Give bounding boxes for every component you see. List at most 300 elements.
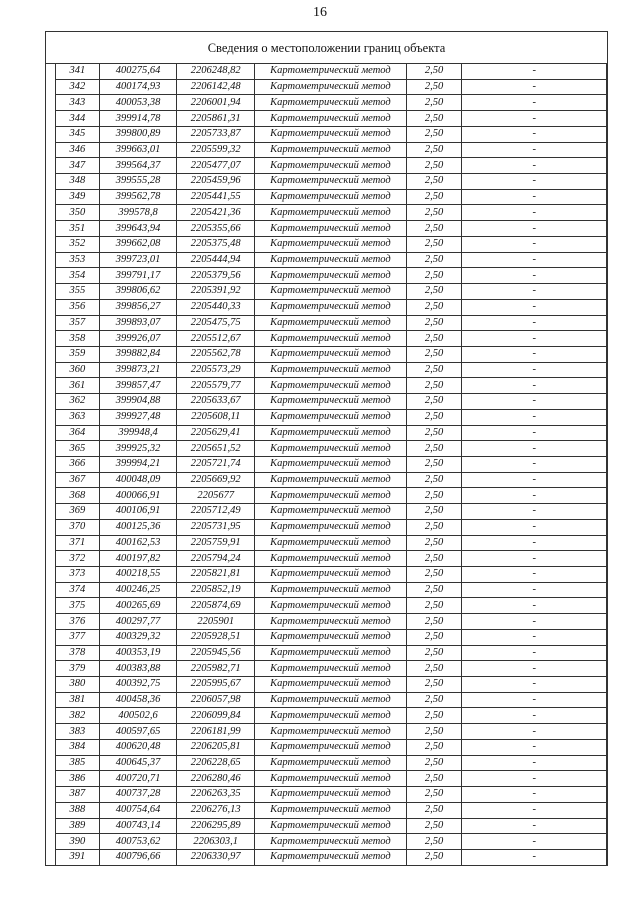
accuracy-cell: 2,50	[406, 456, 462, 472]
x-coordinate-cell: 400597,65	[99, 724, 177, 740]
point-number-cell: 345	[56, 126, 100, 142]
table-row	[56, 629, 607, 645]
y-coordinate-cell: 2205821,81	[177, 567, 255, 583]
table-row	[56, 567, 607, 583]
point-number-cell: 356	[56, 299, 100, 315]
method-cell: Картометрический метод	[255, 771, 407, 787]
table-row	[56, 252, 607, 268]
y-coordinate-cell: 2205608,11	[177, 409, 255, 425]
table-row	[56, 598, 607, 614]
point-number-cell: 365	[56, 441, 100, 457]
accuracy-cell: 2,50	[406, 331, 462, 347]
description-cell: -	[462, 362, 607, 378]
method-cell: Картометрический метод	[255, 834, 407, 850]
table-row	[56, 284, 607, 300]
table-row	[56, 111, 607, 127]
point-number-cell: 370	[56, 519, 100, 535]
table-row	[56, 425, 607, 441]
point-number-cell: 371	[56, 535, 100, 551]
x-coordinate-cell: 399555,28	[99, 174, 177, 190]
table-row	[56, 378, 607, 394]
table-row	[56, 849, 607, 865]
point-number-cell: 341	[56, 64, 100, 79]
method-cell: Картометрический метод	[255, 252, 407, 268]
description-cell: -	[462, 535, 607, 551]
table-row	[56, 64, 607, 79]
y-coordinate-cell: 2206142,48	[177, 79, 255, 95]
point-number-cell: 352	[56, 236, 100, 252]
table-row	[56, 362, 607, 378]
method-cell: Картометрический метод	[255, 126, 407, 142]
accuracy-cell: 2,50	[406, 661, 462, 677]
point-number-cell: 348	[56, 174, 100, 190]
y-coordinate-cell: 2206205,81	[177, 739, 255, 755]
table-row	[56, 331, 607, 347]
table-row	[56, 205, 607, 221]
method-cell: Картометрический метод	[255, 787, 407, 803]
point-number-cell: 358	[56, 331, 100, 347]
method-cell: Картометрический метод	[255, 79, 407, 95]
table-row	[56, 299, 607, 315]
description-cell: -	[462, 504, 607, 520]
point-number-cell: 375	[56, 598, 100, 614]
description-cell: -	[462, 519, 607, 535]
y-coordinate-cell: 2206276,13	[177, 802, 255, 818]
x-coordinate-cell: 399994,21	[99, 456, 177, 472]
accuracy-cell: 2,50	[406, 174, 462, 190]
y-coordinate-cell: 2205355,66	[177, 221, 255, 237]
table-row	[56, 504, 607, 520]
accuracy-cell: 2,50	[406, 504, 462, 520]
method-cell: Картометрический метод	[255, 268, 407, 284]
y-coordinate-cell: 2206280,46	[177, 771, 255, 787]
method-cell: Картометрический метод	[255, 818, 407, 834]
method-cell: Картометрический метод	[255, 724, 407, 740]
accuracy-cell: 2,50	[406, 629, 462, 645]
table-row	[56, 645, 607, 661]
method-cell: Картометрический метод	[255, 551, 407, 567]
point-number-cell: 360	[56, 362, 100, 378]
x-coordinate-cell: 400106,91	[99, 504, 177, 520]
table-row	[56, 268, 607, 284]
y-coordinate-cell: 2205928,51	[177, 629, 255, 645]
y-coordinate-cell: 2205721,74	[177, 456, 255, 472]
x-coordinate-cell: 399562,78	[99, 189, 177, 205]
description-cell: -	[462, 315, 607, 331]
table-row	[56, 535, 607, 551]
method-cell: Картометрический метод	[255, 739, 407, 755]
y-coordinate-cell: 2206001,94	[177, 95, 255, 111]
accuracy-cell: 2,50	[406, 268, 462, 284]
method-cell: Картометрический метод	[255, 409, 407, 425]
description-cell: -	[462, 189, 607, 205]
accuracy-cell: 2,50	[406, 64, 462, 79]
point-number-cell: 389	[56, 818, 100, 834]
accuracy-cell: 2,50	[406, 771, 462, 787]
y-coordinate-cell: 2205444,94	[177, 252, 255, 268]
point-number-cell: 373	[56, 567, 100, 583]
x-coordinate-cell: 400048,09	[99, 472, 177, 488]
table-row	[56, 394, 607, 410]
y-coordinate-cell: 2205441,55	[177, 189, 255, 205]
accuracy-cell: 2,50	[406, 189, 462, 205]
method-cell: Картометрический метод	[255, 189, 407, 205]
table-row	[56, 456, 607, 472]
y-coordinate-cell: 2205421,36	[177, 205, 255, 221]
method-cell: Картометрический метод	[255, 629, 407, 645]
x-coordinate-cell: 399925,32	[99, 441, 177, 457]
x-coordinate-cell: 399882,84	[99, 346, 177, 362]
description-cell: -	[462, 739, 607, 755]
y-coordinate-cell: 2205379,56	[177, 268, 255, 284]
point-number-cell: 382	[56, 708, 100, 724]
method-cell: Картометрический метод	[255, 645, 407, 661]
accuracy-cell: 2,50	[406, 378, 462, 394]
point-number-cell: 374	[56, 582, 100, 598]
x-coordinate-cell: 399926,07	[99, 331, 177, 347]
table-row	[56, 755, 607, 771]
table-row	[56, 519, 607, 535]
point-number-cell: 388	[56, 802, 100, 818]
description-cell: -	[462, 425, 607, 441]
point-number-cell: 357	[56, 315, 100, 331]
accuracy-cell: 2,50	[406, 362, 462, 378]
x-coordinate-cell: 400174,93	[99, 79, 177, 95]
description-cell: -	[462, 378, 607, 394]
x-coordinate-cell: 399857,47	[99, 378, 177, 394]
method-cell: Картометрический метод	[255, 567, 407, 583]
accuracy-cell: 2,50	[406, 346, 462, 362]
x-coordinate-cell: 399791,17	[99, 268, 177, 284]
description-cell: -	[462, 64, 607, 79]
method-cell: Картометрический метод	[255, 692, 407, 708]
method-cell: Картометрический метод	[255, 441, 407, 457]
y-coordinate-cell: 2205599,32	[177, 142, 255, 158]
x-coordinate-cell: 399806,62	[99, 284, 177, 300]
description-cell: -	[462, 692, 607, 708]
point-number-cell: 366	[56, 456, 100, 472]
method-cell: Картометрический метод	[255, 221, 407, 237]
point-number-cell: 362	[56, 394, 100, 410]
accuracy-cell: 2,50	[406, 472, 462, 488]
x-coordinate-cell: 399904,88	[99, 394, 177, 410]
y-coordinate-cell: 2205477,07	[177, 158, 255, 174]
table-row	[56, 158, 607, 174]
method-cell: Картометрический метод	[255, 299, 407, 315]
table-row	[56, 739, 607, 755]
description-cell: -	[462, 771, 607, 787]
accuracy-cell: 2,50	[406, 142, 462, 158]
x-coordinate-cell: 400645,37	[99, 755, 177, 771]
x-coordinate-cell: 399856,27	[99, 299, 177, 315]
accuracy-cell: 2,50	[406, 598, 462, 614]
description-cell: -	[462, 252, 607, 268]
point-number-cell: 347	[56, 158, 100, 174]
method-cell: Картометрический метод	[255, 315, 407, 331]
accuracy-cell: 2,50	[406, 79, 462, 95]
y-coordinate-cell: 2206263,35	[177, 787, 255, 803]
table-row	[56, 236, 607, 252]
accuracy-cell: 2,50	[406, 394, 462, 410]
table-row	[56, 818, 607, 834]
x-coordinate-cell: 400197,82	[99, 551, 177, 567]
y-coordinate-cell: 2205651,52	[177, 441, 255, 457]
point-number-cell: 363	[56, 409, 100, 425]
method-cell: Картометрический метод	[255, 331, 407, 347]
y-coordinate-cell: 2205633,67	[177, 394, 255, 410]
method-cell: Картометрический метод	[255, 614, 407, 630]
description-cell: -	[462, 787, 607, 803]
method-cell: Картометрический метод	[255, 598, 407, 614]
y-coordinate-cell: 2206099,84	[177, 708, 255, 724]
description-cell: -	[462, 456, 607, 472]
point-number-cell: 385	[56, 755, 100, 771]
point-number-cell: 353	[56, 252, 100, 268]
x-coordinate-cell: 400246,25	[99, 582, 177, 598]
accuracy-cell: 2,50	[406, 158, 462, 174]
point-number-cell: 379	[56, 661, 100, 677]
method-cell: Картометрический метод	[255, 456, 407, 472]
accuracy-cell: 2,50	[406, 787, 462, 803]
x-coordinate-cell: 399893,07	[99, 315, 177, 331]
x-coordinate-cell: 400053,38	[99, 95, 177, 111]
x-coordinate-cell: 400383,88	[99, 661, 177, 677]
x-coordinate-cell: 400066,91	[99, 488, 177, 504]
y-coordinate-cell: 2205945,56	[177, 645, 255, 661]
accuracy-cell: 2,50	[406, 409, 462, 425]
table-row	[56, 771, 607, 787]
table-row	[56, 142, 607, 158]
y-coordinate-cell: 2205901	[177, 614, 255, 630]
y-coordinate-cell: 2205995,67	[177, 677, 255, 693]
description-cell: -	[462, 834, 607, 850]
table-row	[56, 708, 607, 724]
x-coordinate-cell: 399800,89	[99, 126, 177, 142]
x-coordinate-cell: 399662,08	[99, 236, 177, 252]
x-coordinate-cell: 400162,53	[99, 535, 177, 551]
page-number: 16	[313, 5, 327, 20]
method-cell: Картометрический метод	[255, 802, 407, 818]
accuracy-cell: 2,50	[406, 614, 462, 630]
accuracy-cell: 2,50	[406, 677, 462, 693]
description-cell: -	[462, 142, 607, 158]
table-row	[56, 582, 607, 598]
x-coordinate-cell: 400458,36	[99, 692, 177, 708]
description-cell: -	[462, 205, 607, 221]
accuracy-cell: 2,50	[406, 299, 462, 315]
description-cell: -	[462, 551, 607, 567]
y-coordinate-cell: 2206330,97	[177, 849, 255, 865]
point-number-cell: 344	[56, 111, 100, 127]
x-coordinate-cell: 400620,48	[99, 739, 177, 755]
description-cell: -	[462, 174, 607, 190]
table-row	[56, 189, 607, 205]
y-coordinate-cell: 2205712,49	[177, 504, 255, 520]
y-coordinate-cell: 2205669,92	[177, 472, 255, 488]
accuracy-cell: 2,50	[406, 802, 462, 818]
accuracy-cell: 2,50	[406, 488, 462, 504]
x-coordinate-cell: 399723,01	[99, 252, 177, 268]
description-cell: -	[462, 95, 607, 111]
description-cell: -	[462, 158, 607, 174]
y-coordinate-cell: 2205391,92	[177, 284, 255, 300]
method-cell: Картометрический метод	[255, 205, 407, 221]
description-cell: -	[462, 299, 607, 315]
point-number-cell: 361	[56, 378, 100, 394]
accuracy-cell: 2,50	[406, 111, 462, 127]
point-number-cell: 346	[56, 142, 100, 158]
accuracy-cell: 2,50	[406, 315, 462, 331]
description-cell: -	[462, 126, 607, 142]
accuracy-cell: 2,50	[406, 849, 462, 865]
table-row	[56, 472, 607, 488]
table-row	[56, 174, 607, 190]
description-cell: -	[462, 441, 607, 457]
point-number-cell: 351	[56, 221, 100, 237]
accuracy-cell: 2,50	[406, 708, 462, 724]
accuracy-cell: 2,50	[406, 755, 462, 771]
y-coordinate-cell: 2205852,19	[177, 582, 255, 598]
accuracy-cell: 2,50	[406, 221, 462, 237]
accuracy-cell: 2,50	[406, 284, 462, 300]
x-coordinate-cell: 400754,64	[99, 802, 177, 818]
method-cell: Картометрический метод	[255, 284, 407, 300]
x-coordinate-cell: 400502,6	[99, 708, 177, 724]
method-cell: Картометрический метод	[255, 394, 407, 410]
y-coordinate-cell: 2205512,67	[177, 331, 255, 347]
x-coordinate-cell: 400125,36	[99, 519, 177, 535]
accuracy-cell: 2,50	[406, 126, 462, 142]
x-coordinate-cell: 400265,69	[99, 598, 177, 614]
x-coordinate-cell: 399914,78	[99, 111, 177, 127]
accuracy-cell: 2,50	[406, 441, 462, 457]
table-row	[56, 677, 607, 693]
description-cell: -	[462, 818, 607, 834]
y-coordinate-cell: 2205629,41	[177, 425, 255, 441]
x-coordinate-cell: 399643,94	[99, 221, 177, 237]
y-coordinate-cell: 2205733,87	[177, 126, 255, 142]
table-title: Сведения о местоположении границ объекта	[46, 32, 607, 64]
x-coordinate-cell: 399948,4	[99, 425, 177, 441]
x-coordinate-cell: 400796,66	[99, 849, 177, 865]
description-cell: -	[462, 708, 607, 724]
point-number-cell: 364	[56, 425, 100, 441]
description-cell: -	[462, 849, 607, 865]
method-cell: Картометрический метод	[255, 362, 407, 378]
description-cell: -	[462, 221, 607, 237]
point-number-cell: 386	[56, 771, 100, 787]
method-cell: Картометрический метод	[255, 535, 407, 551]
y-coordinate-cell: 2205677	[177, 488, 255, 504]
accuracy-cell: 2,50	[406, 205, 462, 221]
accuracy-cell: 2,50	[406, 739, 462, 755]
accuracy-cell: 2,50	[406, 252, 462, 268]
accuracy-cell: 2,50	[406, 535, 462, 551]
accuracy-cell: 2,50	[406, 236, 462, 252]
y-coordinate-cell: 2205982,71	[177, 661, 255, 677]
x-coordinate-cell: 400275,64	[99, 64, 177, 79]
table-row	[56, 614, 607, 630]
method-cell: Картометрический метод	[255, 142, 407, 158]
y-coordinate-cell: 2205375,48	[177, 236, 255, 252]
table-row	[56, 95, 607, 111]
y-coordinate-cell: 2205573,29	[177, 362, 255, 378]
table-row	[56, 724, 607, 740]
x-coordinate-cell: 400218,55	[99, 567, 177, 583]
accuracy-cell: 2,50	[406, 724, 462, 740]
x-coordinate-cell: 399927,48	[99, 409, 177, 425]
x-coordinate-cell: 399578,8	[99, 205, 177, 221]
method-cell: Картометрический метод	[255, 519, 407, 535]
y-coordinate-cell: 2205579,77	[177, 378, 255, 394]
method-cell: Картометрический метод	[255, 378, 407, 394]
x-coordinate-cell: 400392,75	[99, 677, 177, 693]
table-row	[56, 488, 607, 504]
accuracy-cell: 2,50	[406, 818, 462, 834]
x-coordinate-cell: 400737,28	[99, 787, 177, 803]
point-number-cell: 387	[56, 787, 100, 803]
x-coordinate-cell: 399663,01	[99, 142, 177, 158]
document-frame	[45, 31, 608, 866]
point-number-cell: 343	[56, 95, 100, 111]
point-number-cell: 383	[56, 724, 100, 740]
description-cell: -	[462, 598, 607, 614]
table-row	[56, 79, 607, 95]
point-number-cell: 391	[56, 849, 100, 865]
point-number-cell: 377	[56, 629, 100, 645]
description-cell: -	[462, 488, 607, 504]
method-cell: Картометрический метод	[255, 661, 407, 677]
table-row	[56, 346, 607, 362]
description-cell: -	[462, 472, 607, 488]
y-coordinate-cell: 2205475,75	[177, 315, 255, 331]
y-coordinate-cell: 2205794,24	[177, 551, 255, 567]
y-coordinate-cell: 2205874,69	[177, 598, 255, 614]
description-cell: -	[462, 582, 607, 598]
y-coordinate-cell: 2205759,91	[177, 535, 255, 551]
y-coordinate-cell: 2206181,99	[177, 724, 255, 740]
method-cell: Картометрический метод	[255, 488, 407, 504]
description-cell: -	[462, 724, 607, 740]
point-number-cell: 380	[56, 677, 100, 693]
accuracy-cell: 2,50	[406, 519, 462, 535]
table-row	[56, 221, 607, 237]
x-coordinate-cell: 400329,32	[99, 629, 177, 645]
method-cell: Картометрический метод	[255, 174, 407, 190]
method-cell: Картометрический метод	[255, 755, 407, 771]
point-number-cell: 376	[56, 614, 100, 630]
point-number-cell: 350	[56, 205, 100, 221]
y-coordinate-cell: 2205440,33	[177, 299, 255, 315]
y-coordinate-cell: 2206295,89	[177, 818, 255, 834]
method-cell: Картометрический метод	[255, 708, 407, 724]
description-cell: -	[462, 802, 607, 818]
description-cell: -	[462, 614, 607, 630]
method-cell: Картометрический метод	[255, 95, 407, 111]
description-cell: -	[462, 236, 607, 252]
description-cell: -	[462, 79, 607, 95]
y-coordinate-cell: 2206248,82	[177, 64, 255, 79]
description-cell: -	[462, 755, 607, 771]
table-row	[56, 802, 607, 818]
accuracy-cell: 2,50	[406, 551, 462, 567]
table-row	[56, 551, 607, 567]
description-cell: -	[462, 268, 607, 284]
method-cell: Картометрический метод	[255, 472, 407, 488]
method-cell: Картометрический метод	[255, 236, 407, 252]
description-cell: -	[462, 567, 607, 583]
point-number-cell: 372	[56, 551, 100, 567]
